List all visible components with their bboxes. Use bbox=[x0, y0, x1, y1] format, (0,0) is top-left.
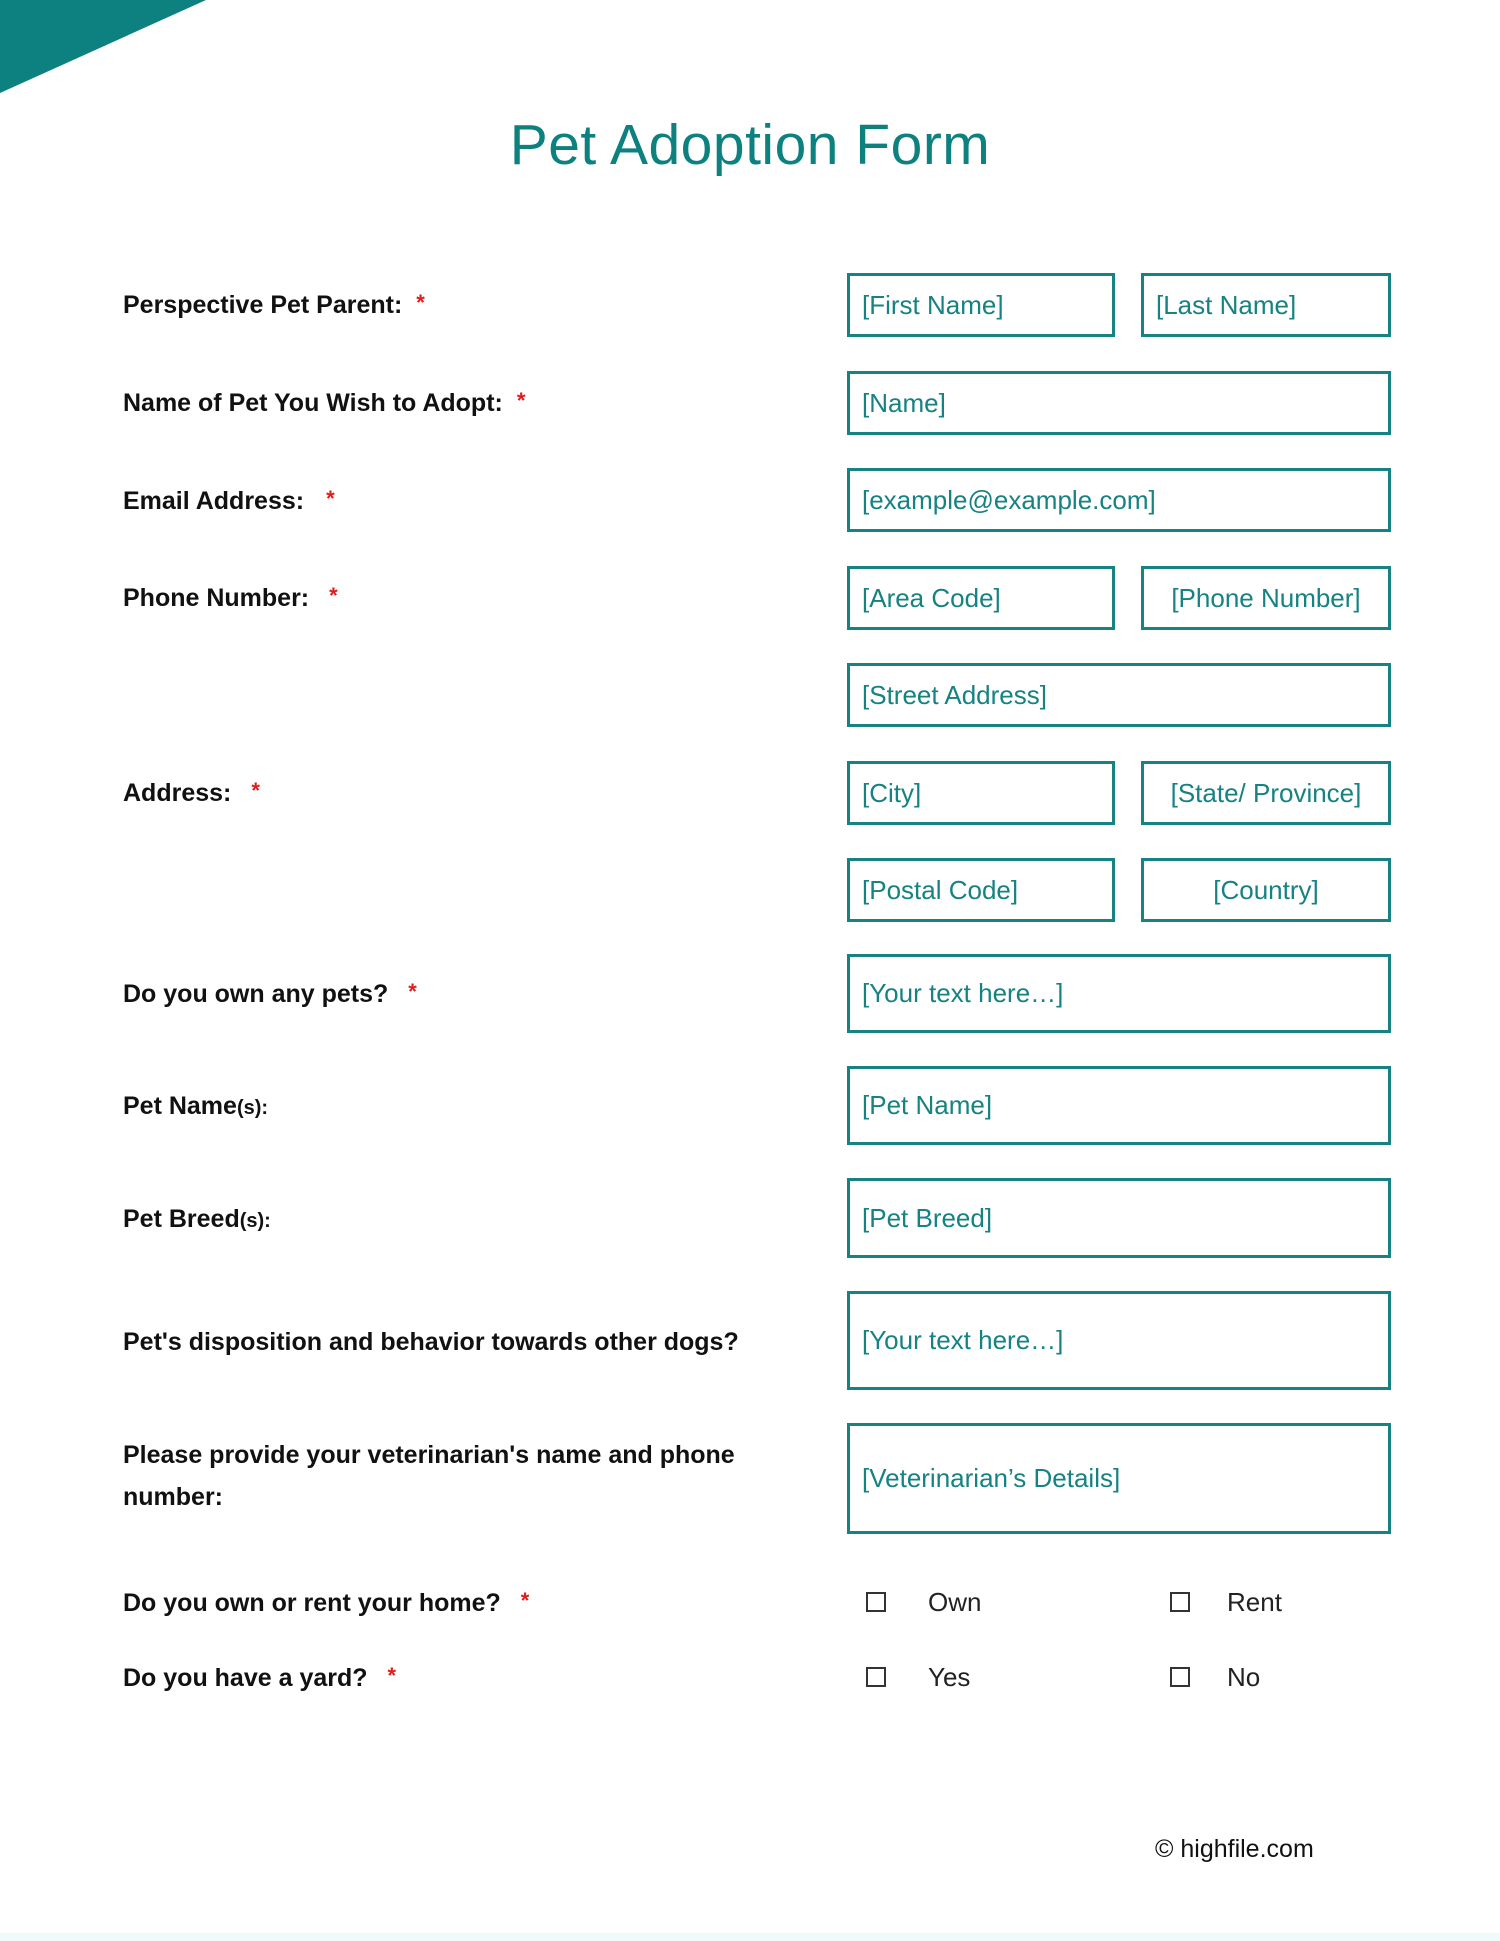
area-code-field[interactable]: [Area Code] bbox=[847, 566, 1115, 630]
rent-option-label: Rent bbox=[1227, 1587, 1282, 1617]
email-field[interactable]: [example@example.com] bbox=[847, 468, 1391, 532]
country-field[interactable]: [Country] bbox=[1141, 858, 1391, 922]
bottom-strip bbox=[0, 1933, 1500, 1941]
last-name-field[interactable]: [Last Name] bbox=[1141, 273, 1391, 337]
yes-checkbox[interactable] bbox=[866, 1667, 886, 1687]
own-pets-field[interactable]: [Your text here…] bbox=[847, 954, 1391, 1033]
pet-name-field[interactable]: [Name] bbox=[847, 371, 1391, 435]
pet-names-field[interactable]: [Pet Name] bbox=[847, 1066, 1391, 1145]
street-address-field[interactable]: [Street Address] bbox=[847, 663, 1391, 727]
own-option-label: Own bbox=[928, 1587, 982, 1617]
corner-decoration bbox=[0, 0, 206, 93]
veterinarian-field[interactable]: [Veterinarian’s Details] bbox=[847, 1423, 1391, 1534]
required-mark: * bbox=[416, 290, 425, 315]
required-mark: * bbox=[326, 486, 335, 511]
label-own-rent: Do you own or rent your home? * bbox=[123, 1588, 530, 1617]
required-mark: * bbox=[516, 388, 526, 413]
required-mark: * bbox=[329, 583, 338, 608]
label-email: Email Address: * bbox=[123, 486, 335, 515]
disposition-field[interactable]: [Your text here…] bbox=[847, 1291, 1391, 1390]
label-pet-breeds: Pet Breed(s): bbox=[123, 1205, 271, 1233]
required-mark: * bbox=[408, 979, 417, 1004]
label-pet-parent: Perspective Pet Parent: * bbox=[123, 290, 425, 319]
label-disposition: Pet's disposition and behavior towards other dogs? bbox=[123, 1328, 739, 1356]
first-name-field[interactable]: [First Name] bbox=[847, 273, 1115, 337]
required-mark: * bbox=[520, 1588, 530, 1613]
label-phone: Phone Number: * bbox=[123, 583, 338, 612]
page-title: Pet Adoption Form bbox=[509, 113, 991, 177]
required-mark: * bbox=[387, 1663, 397, 1688]
label-address: Address: * bbox=[123, 778, 260, 807]
state-province-field[interactable]: [State/ Province] bbox=[1141, 761, 1391, 825]
label-own-pets: Do you own any pets? * bbox=[123, 979, 417, 1008]
no-checkbox[interactable] bbox=[1170, 1667, 1190, 1687]
pet-breeds-field[interactable]: [Pet Breed] bbox=[847, 1178, 1391, 1258]
label-yard: Do you have a yard? * bbox=[123, 1663, 397, 1692]
label-veterinarian: Please provide your veterinarian's name and phone number: bbox=[123, 1441, 735, 1511]
required-mark: * bbox=[251, 778, 260, 803]
yes-option-label: Yes bbox=[928, 1662, 971, 1692]
no-option-label: No bbox=[1227, 1662, 1261, 1692]
postal-code-field[interactable]: [Postal Code] bbox=[847, 858, 1115, 922]
own-checkbox[interactable] bbox=[866, 1592, 886, 1612]
phone-number-field[interactable]: [Phone Number] bbox=[1141, 566, 1391, 630]
copyright-footer: © highfile.com bbox=[1155, 1835, 1314, 1863]
city-field[interactable]: [City] bbox=[847, 761, 1115, 825]
label-pet-to-adopt: Name of Pet You Wish to Adopt: * bbox=[123, 388, 526, 417]
rent-checkbox[interactable] bbox=[1170, 1592, 1190, 1612]
label-pet-names: Pet Name(s): bbox=[123, 1092, 269, 1120]
